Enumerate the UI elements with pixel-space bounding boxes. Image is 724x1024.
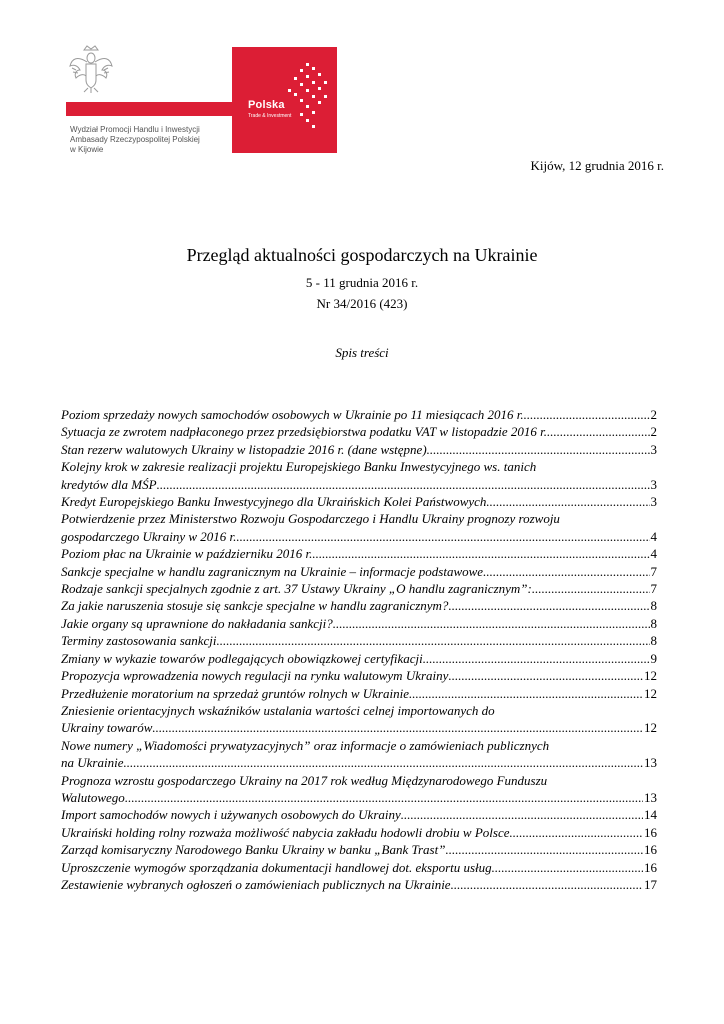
toc-entry-title: Uproszczenie wymogów sporządzania dokumentacji handlowej dot. eksportu usług [61,859,492,875]
toc-entry[interactable] [61,859,657,876]
toc-entry-text-line: Zniesienie orientacyjnych wskaźników ustalania wartości celnej importowanych do [61,702,495,718]
toc-dot-leader [333,615,650,632]
toc-entry-title: Za jakie naruszenia stosuje się sankcje specjalne w handlu zagranicznym? [61,598,449,614]
toc-entry[interactable] [61,876,657,893]
toc-page-number: 13 [644,789,657,805]
toc-entry-title: Walutowego [61,789,125,805]
logo-dots-icon [286,61,332,147]
toc-dot-leader [125,789,643,806]
toc-entry[interactable] [61,650,657,667]
toc-page-number: 3 [650,494,657,510]
toc-page-number: 12 [644,668,657,684]
toc-entry-text-line: Potwierdzenie przez Ministerstwo Rozwoju Gospodarczego i Handlu Ukrainy prognozy rozwoju [61,511,560,527]
polish-eagle-emblem-icon [68,44,114,94]
toc-entry-title: gospodarczego Ukrainy w 2016 r. [61,528,237,544]
toc-page-number: 7 [650,581,657,597]
office-line: w Kijowie [70,145,104,154]
toc-entry-title: Poziom sprzedaży nowych samochodów osobowych w Ukrainie po 11 miesiącach 2016 r. [61,407,524,422]
toc-entry[interactable] [61,423,657,440]
toc-page-number: 4 [650,528,657,544]
toc-entry-text-line: Kolejny krok w zakresie realizacji projektu Europejskiego Banku Inwestycyjnego ws. tanich [61,459,537,475]
toc-entry[interactable] [61,493,657,510]
toc-entry[interactable] [61,702,657,737]
toc-dot-leader [532,580,650,597]
toc-entry[interactable] [61,772,657,807]
toc-entry-title: Sytuacja ze zwrotem nadpłaconego przez przedsiębiorstwa podatku VAT w listopadzie 2016 r. [61,424,548,440]
toc-entry[interactable] [61,841,657,858]
toc-page-number: 8 [650,598,657,614]
toc-page-number: 8 [650,633,657,649]
toc-dot-leader [451,876,643,893]
toc-dot-leader [157,476,650,493]
toc-dot-leader [445,841,643,858]
brand-name: Polska [248,99,285,111]
toc-dot-leader [547,423,649,440]
toc-dot-leader [312,545,649,562]
toc-entry[interactable] [61,615,657,632]
toc-entry-title: Import samochodów nowych i używanych osobowych do Ukrainy [61,807,401,823]
toc-dot-leader [524,406,650,423]
toc-dot-leader [123,754,643,771]
toc-page-number: 3 [650,476,657,492]
toc-entry[interactable] [61,580,657,597]
toc-entry[interactable] [61,737,657,772]
toc-entry[interactable] [61,632,657,649]
toc-page-number: 16 [644,859,657,875]
toc-dot-leader [401,806,643,823]
toc-dot-leader [409,685,643,702]
toc-dot-leader [236,528,649,545]
toc-page-number: 2 [650,407,657,422]
toc-page-number: 17 [644,876,657,892]
toc-dot-leader [152,719,643,736]
toc-dot-leader [483,563,649,580]
letterhead [0,0,724,170]
toc-page-number: 7 [650,563,657,579]
toc-page-number: 9 [650,650,657,666]
toc-entry-title: Zmiany w wykazie towarów podlegających obowiązkowej certyfikacji [61,650,423,666]
toc-dot-leader [492,859,643,876]
toc-entry-text-line: Nowe numery „Wiadomości prywatyzacyjnych” oraz informacje o zamówieniach publicznych [61,737,550,753]
toc-entry-title: Terminy zastosowania sankcji [61,633,217,649]
toc-dot-leader [217,632,650,649]
document-period: 5 - 11 grudnia 2016 r. [305,275,419,290]
office-line: Ambasady Rzeczypospolitej Polskiej [70,135,200,144]
toc-page-number: 16 [644,824,657,840]
toc-page-number: 16 [644,842,657,858]
toc-page-number: 12 [644,720,657,736]
toc-entry-title: Jakie organy są uprawnione do nakładania sankcji? [61,615,333,631]
toc-entry-title: Sankcje specjalne w handlu zagranicznym na Ukrainie – informacje podstawowe [61,563,484,579]
toc-entry[interactable] [61,597,657,614]
toc-entry-title: na Ukrainie [61,755,124,771]
toc-entry[interactable] [61,441,657,458]
toc-entry-title: Przedłużenie moratorium na sprzedaż gruntów rolnych w Ukrainie [61,685,409,701]
toc-entry-title: Zestawienie wybranych ogłoszeń o zamówieniach publicznych na Ukrainie [61,876,451,892]
toc-entry[interactable] [61,824,657,841]
toc-dot-leader [510,824,644,841]
office-line: Wydział Promocji Handlu i Inwestycji [70,125,200,134]
toc-entry-title: Poziom płac na Ukrainie w październiku 2016 r. [61,546,313,562]
toc-entry-title: Ukrainy towarów [61,720,153,736]
document-date: Kijów, 12 grudnia 2016 r. [530,158,664,173]
brand-subtitle: Trade & Investment [248,113,292,119]
toc-page-number: 13 [644,755,657,771]
toc-entry[interactable] [61,545,657,562]
toc-dot-leader [448,667,643,684]
toc-page-number: 4 [650,546,657,562]
toc-dot-leader [427,441,650,458]
toc-entry-title: Rodzaje sankcji specjalnych zgodnie z art. 37 Ustawy Ukrainy „O handlu zagranicznym”: [61,581,532,597]
toc-page-number: 8 [650,615,657,631]
toc-entry[interactable] [61,510,657,545]
toc-page-number: 12 [644,685,657,701]
toc-entry-title: Ukraiński holding rolny rozważa możliwość nabycia zakładu hodowli drobiu w Polsce [61,824,510,840]
toc-dot-leader [448,597,649,614]
document-number: Nr 34/2016 (423) [316,296,408,311]
toc-entry-title: Zarząd komisaryczny Narodowego Banku Ukrainy w banku „Bank Trast” [61,842,446,858]
toc-page-number: 14 [644,807,657,823]
toc-entry-title: Stan rezerw walutowych Ukrainy w listopadzie 2016 r. (dane wstępne) [61,441,427,457]
toc-entry-title: kredytów dla MŚP [61,476,157,492]
brand-red-bar [66,102,232,116]
document-title: Przegląd aktualności gospodarczych na Ukrainie [186,245,538,265]
polska-logo [232,47,337,153]
table-of-contents [61,406,657,893]
toc-page-number: 3 [650,441,657,457]
toc-entry[interactable] [61,667,657,684]
toc-dot-leader [486,493,649,510]
toc-entry[interactable] [61,458,657,493]
toc-entry-title: Kredyt Europejskiego Banku Inwestycyjnego dla Ukraińskich Kolei Państwowych [61,494,487,510]
toc-entry[interactable] [61,406,657,423]
toc-page-number: 2 [650,424,657,440]
toc-entry-text-line: Prognoza wzrostu gospodarczego Ukrainy na 2017 rok według Międzynarodowego Funduszu [61,772,548,788]
toc-heading: Spis treści [335,345,389,360]
toc-entry-title: Propozycja wprowadzenia nowych regulacji na rynku walutowym Ukrainy [61,668,449,684]
toc-entry[interactable] [61,806,657,823]
toc-dot-leader [423,650,650,667]
toc-entry[interactable] [61,563,657,580]
toc-entry[interactable] [61,685,657,702]
office-name [70,125,200,155]
